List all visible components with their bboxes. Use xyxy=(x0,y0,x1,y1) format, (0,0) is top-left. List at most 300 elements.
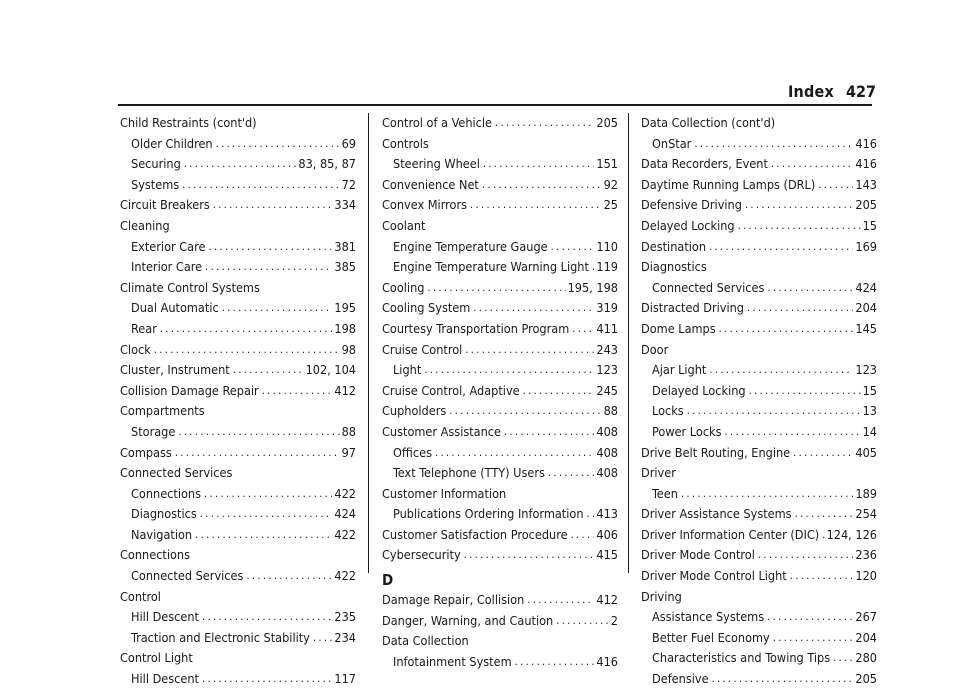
entry-term: Controls xyxy=(382,135,429,151)
entry-term: Assistance Systems xyxy=(652,609,765,625)
entry-term: Infotainment System xyxy=(393,653,512,669)
index-entry xyxy=(382,381,618,402)
dot-leader xyxy=(465,340,594,361)
index-entry xyxy=(641,195,877,216)
entry-term: Diagnostics xyxy=(131,506,197,522)
index-entry xyxy=(382,278,618,299)
entry-term: Systems xyxy=(131,176,180,192)
index-entry xyxy=(382,216,618,237)
dot-leader xyxy=(687,401,861,422)
dot-leader xyxy=(182,175,339,196)
entry-term: Diagnostics xyxy=(641,259,707,275)
entry-term: Steering Wheel xyxy=(393,156,480,172)
entry-page-ref[interactable]: 234 xyxy=(334,629,356,645)
entry-term: Traction and Electronic Stability xyxy=(131,629,310,645)
dot-leader xyxy=(749,381,861,402)
index-entry xyxy=(120,195,356,216)
entry-page-ref[interactable]: 422 xyxy=(334,568,356,584)
dot-leader xyxy=(184,154,297,175)
section-title: Index xyxy=(788,82,834,101)
index-subentry xyxy=(641,360,877,381)
dot-leader xyxy=(738,216,861,237)
entry-term: Danger, Warning, and Caution xyxy=(382,612,554,628)
index-entry xyxy=(641,566,877,587)
index-entry xyxy=(120,648,356,669)
entry-page-ref[interactable]: 422 xyxy=(334,485,356,501)
dot-leader xyxy=(767,607,853,628)
entry-term: Control Light xyxy=(120,650,193,666)
entry-term: Dome Lamps xyxy=(641,320,716,336)
dot-leader xyxy=(694,134,853,155)
entry-term: OnStar xyxy=(652,135,692,151)
entry-term: Cooling System xyxy=(382,300,471,316)
dot-leader xyxy=(204,484,332,505)
index-entry xyxy=(382,545,618,566)
entry-term: Driver xyxy=(641,465,676,481)
dot-leader xyxy=(515,652,595,673)
index-entry xyxy=(641,154,877,175)
entry-term: Door xyxy=(641,341,669,357)
entry-term: Connected Services xyxy=(131,568,244,584)
index-entry xyxy=(382,401,618,422)
dot-leader xyxy=(483,154,595,175)
index-entry xyxy=(120,545,356,566)
entry-term: Driving xyxy=(641,588,682,604)
index-entry xyxy=(382,590,618,611)
index-subentry xyxy=(120,422,356,443)
index-entry xyxy=(120,216,356,237)
entry-term: Engine Temperature Warning Light xyxy=(393,259,589,275)
entry-page-ref[interactable]: 411 xyxy=(596,320,618,336)
index-subentry xyxy=(120,134,356,155)
entry-term: Cooling xyxy=(382,279,425,295)
entry-page-ref[interactable]: 319 xyxy=(596,300,618,316)
index-subentry xyxy=(641,422,877,443)
entry-term: Driver Mode Control Light xyxy=(641,568,787,584)
entry-term: Rear xyxy=(131,320,157,336)
entry-page-ref[interactable]: 205 xyxy=(596,115,618,130)
entry-page-ref[interactable]: 123 xyxy=(596,362,618,378)
index-entry xyxy=(641,319,877,340)
entry-term: Ajar Light xyxy=(652,362,707,378)
entry-page-ref[interactable]: 151 xyxy=(596,156,618,172)
entry-page-ref[interactable]: 408 xyxy=(596,423,618,439)
dot-leader xyxy=(160,319,332,340)
entry-page-ref[interactable]: 2 xyxy=(610,612,618,628)
index-entry xyxy=(120,360,356,381)
index-entry xyxy=(120,381,356,402)
entry-page-ref[interactable]: 408 xyxy=(596,444,618,460)
index-column-1 xyxy=(120,113,356,690)
entry-page-ref[interactable]: 385 xyxy=(334,259,356,275)
dot-leader xyxy=(424,360,594,381)
index-subentry xyxy=(382,443,618,464)
entry-page-ref[interactable]: 412 xyxy=(334,382,356,398)
dot-leader xyxy=(795,504,854,525)
entry-page-ref[interactable]: 424 xyxy=(334,506,356,522)
entry-term: Climate Control Systems xyxy=(120,279,260,295)
dot-leader xyxy=(571,525,595,546)
entry-page-ref[interactable]: 205 xyxy=(855,671,877,687)
index-entry xyxy=(382,113,618,134)
index-subentry xyxy=(382,652,618,673)
entry-page-ref[interactable]: 102, 104 xyxy=(305,362,356,378)
index-subentry xyxy=(120,257,356,278)
entry-term: Interior Care xyxy=(131,259,203,275)
entry-page-ref[interactable]: 412 xyxy=(596,592,618,608)
index-entry xyxy=(641,463,877,484)
index-entry xyxy=(641,443,877,464)
entry-term: Damage Repair, Collision xyxy=(382,592,525,608)
dot-leader xyxy=(233,360,304,381)
entry-term: Securing xyxy=(131,156,181,172)
entry-term: Defensive xyxy=(652,671,709,687)
entry-term: Destination xyxy=(641,238,707,254)
entry-page-ref[interactable]: 97 xyxy=(341,444,356,460)
dot-leader xyxy=(202,669,332,690)
entry-page-ref[interactable]: 123 xyxy=(855,362,877,378)
dot-leader xyxy=(773,628,854,649)
index-entry xyxy=(120,340,356,361)
index-subentry xyxy=(641,484,877,505)
entry-term: Power Locks xyxy=(652,423,722,439)
index-subentry xyxy=(641,607,877,628)
column-divider xyxy=(628,113,629,573)
entry-page-ref[interactable]: 15 xyxy=(862,217,877,233)
dot-leader xyxy=(213,195,333,216)
entry-term: Convenience Net xyxy=(382,176,479,192)
index-subentry xyxy=(382,237,618,258)
entry-term: Cybersecurity xyxy=(382,547,461,563)
index-subentry xyxy=(641,134,877,155)
index-entry xyxy=(120,443,356,464)
entry-page-ref[interactable]: 110 xyxy=(596,238,618,254)
index-entry xyxy=(641,216,877,237)
entry-term: Data Collection (cont'd) xyxy=(641,115,776,130)
entry-term: Characteristics and Towing Tips xyxy=(652,650,831,666)
index-entry xyxy=(382,298,618,319)
index-subentry xyxy=(382,154,618,175)
entry-term: Engine Temperature Gauge xyxy=(393,238,548,254)
entry-term: Compartments xyxy=(120,403,205,419)
dot-leader xyxy=(793,443,853,464)
dot-leader xyxy=(551,237,595,258)
dot-leader xyxy=(216,134,340,155)
dot-leader xyxy=(712,669,854,690)
dot-leader xyxy=(262,381,333,402)
entry-page-ref[interactable]: 92 xyxy=(603,176,618,192)
dot-leader xyxy=(818,175,853,196)
index-subentry xyxy=(641,278,877,299)
entry-term: Connections xyxy=(120,547,191,563)
dot-leader xyxy=(747,298,853,319)
dot-leader xyxy=(427,278,565,299)
entry-page-ref[interactable]: 169 xyxy=(855,238,877,254)
entry-page-ref[interactable]: 415 xyxy=(596,547,618,563)
index-entry xyxy=(641,340,877,361)
index-subentry xyxy=(120,237,356,258)
entry-term: Collision Damage Repair xyxy=(120,382,259,398)
index-entry xyxy=(120,113,356,134)
index-subentry xyxy=(120,607,356,628)
entry-page-ref[interactable]: 189 xyxy=(855,485,877,501)
entry-term: Cupholders xyxy=(382,403,447,419)
dot-leader xyxy=(556,611,609,632)
entry-page-ref[interactable]: 236 xyxy=(855,547,877,563)
dot-leader xyxy=(435,443,594,464)
entry-page-ref[interactable]: 204 xyxy=(855,300,877,316)
index-entry xyxy=(120,401,356,422)
dot-leader xyxy=(548,463,594,484)
entry-term: Delayed Locking xyxy=(652,382,746,398)
entry-term: Coolant xyxy=(382,217,426,233)
entry-term: Customer Assistance xyxy=(382,423,502,439)
dot-leader xyxy=(200,504,333,525)
entry-page-ref[interactable]: 198 xyxy=(334,320,356,336)
dot-leader xyxy=(178,422,339,443)
dot-leader xyxy=(767,278,853,299)
index-entry xyxy=(641,257,877,278)
dot-leader xyxy=(725,422,861,443)
dot-leader xyxy=(709,360,853,381)
index-subentry xyxy=(120,484,356,505)
entry-term: Connected Services xyxy=(652,279,765,295)
entry-term: Dual Automatic xyxy=(131,300,219,316)
entry-term: Circuit Breakers xyxy=(120,197,210,213)
entry-term: Storage xyxy=(131,423,176,439)
entry-page-ref[interactable]: 204 xyxy=(855,629,877,645)
index-column-3 xyxy=(641,113,877,690)
entry-page-ref[interactable]: 14 xyxy=(862,423,877,439)
dot-leader xyxy=(527,590,594,611)
entry-term: Customer Satisfaction Procedure xyxy=(382,526,568,542)
entry-page-ref[interactable]: 416 xyxy=(596,653,618,669)
index-subentry xyxy=(641,648,877,669)
entry-page-ref[interactable]: 416 xyxy=(855,135,877,151)
index-subentry xyxy=(120,669,356,690)
index-entry xyxy=(382,340,618,361)
dot-leader xyxy=(572,319,594,340)
entry-page-ref[interactable]: 25 xyxy=(603,197,618,213)
dot-leader xyxy=(771,154,853,175)
dot-leader xyxy=(464,545,595,566)
index-subentry xyxy=(120,298,356,319)
entry-term: Teen xyxy=(652,485,678,501)
index-subentry xyxy=(120,175,356,196)
entry-term: Connected Services xyxy=(120,465,233,481)
entry-page-ref[interactable]: 334 xyxy=(334,197,356,213)
entry-term: Navigation xyxy=(131,526,193,542)
entry-term: Data Recorders, Event xyxy=(641,156,768,172)
index-letter-heading: D xyxy=(382,571,394,590)
entry-page-ref[interactable]: 408 xyxy=(596,465,618,481)
index-entry xyxy=(641,113,877,134)
index-subentry xyxy=(120,566,356,587)
index-entry xyxy=(382,611,618,632)
dot-leader xyxy=(246,566,332,587)
index-subentry xyxy=(120,525,356,546)
index-entry xyxy=(382,422,618,443)
entry-page-ref[interactable]: 235 xyxy=(334,609,356,625)
entry-term: Publications Ordering Information xyxy=(393,506,584,522)
index-entry xyxy=(641,175,877,196)
entry-page-ref[interactable]: 195 xyxy=(334,300,356,316)
dot-leader xyxy=(313,628,332,649)
entry-page-ref[interactable]: 13 xyxy=(862,403,877,419)
entry-term: Cluster, Instrument xyxy=(120,362,230,378)
page-header xyxy=(0,80,960,108)
column-divider xyxy=(368,113,369,573)
entry-term: Clock xyxy=(120,341,151,357)
entry-term: Offices xyxy=(393,444,432,460)
entry-page-ref[interactable]: 88 xyxy=(341,423,356,439)
entry-term: Hill Descent xyxy=(131,609,199,625)
index-entry xyxy=(382,134,618,155)
page-number: 427 xyxy=(846,82,877,101)
entry-term: Driver Mode Control xyxy=(641,547,755,563)
index-subentry xyxy=(382,360,618,381)
entry-term: Cruise Control, Adaptive xyxy=(382,382,520,398)
entry-page-ref[interactable]: 72 xyxy=(341,176,356,192)
entry-term: Child Restraints (cont'd) xyxy=(120,115,257,130)
index-entry xyxy=(120,463,356,484)
entry-term: Drive Belt Routing, Engine xyxy=(641,444,791,460)
dot-leader xyxy=(175,443,340,464)
index-entry xyxy=(641,237,877,258)
entry-page-ref[interactable]: 267 xyxy=(855,609,877,625)
entry-term: Exterior Care xyxy=(131,238,206,254)
entry-page-ref[interactable]: 120 xyxy=(855,568,877,584)
entry-term: Defensive Driving xyxy=(641,197,742,213)
entry-page-ref[interactable]: 15 xyxy=(862,382,877,398)
index-subentry xyxy=(120,628,356,649)
entry-page-ref[interactable]: 280 xyxy=(855,650,877,666)
entry-page-ref[interactable]: 143 xyxy=(855,176,877,192)
dot-leader xyxy=(523,381,595,402)
entry-page-ref[interactable]: 422 xyxy=(334,526,356,542)
index-subentry xyxy=(120,319,356,340)
entry-page-ref[interactable]: 117 xyxy=(334,671,356,687)
dot-leader xyxy=(745,195,853,216)
entry-term: Cleaning xyxy=(120,217,170,233)
dot-leader xyxy=(758,545,854,566)
entry-term: Compass xyxy=(120,444,172,460)
entry-page-ref[interactable]: 406 xyxy=(596,526,618,542)
index-entry xyxy=(641,298,877,319)
entry-page-ref[interactable]: 83, 85, 87 xyxy=(298,156,356,172)
entry-term: Light xyxy=(393,362,422,378)
entry-term: Convex Mirrors xyxy=(382,197,468,213)
entry-page-ref[interactable]: 405 xyxy=(855,444,877,460)
dot-leader xyxy=(473,298,594,319)
entry-page-ref[interactable]: 245 xyxy=(596,382,618,398)
index-subentry xyxy=(120,154,356,175)
entry-page-ref[interactable]: 88 xyxy=(603,403,618,419)
dot-leader xyxy=(222,298,333,319)
dot-leader xyxy=(495,113,594,134)
entry-term: Delayed Locking xyxy=(641,217,735,233)
entry-page-ref[interactable]: 124, 126 xyxy=(826,526,877,542)
dot-leader xyxy=(587,504,595,525)
dot-leader xyxy=(719,319,854,340)
index-entry xyxy=(382,319,618,340)
index-entry xyxy=(120,278,356,299)
entry-page-ref[interactable]: 119 xyxy=(596,259,618,275)
index-entry xyxy=(120,587,356,608)
dot-leader xyxy=(790,566,854,587)
entry-term: Customer Information xyxy=(382,485,507,501)
index-subentry xyxy=(382,504,618,525)
index-entry xyxy=(382,525,618,546)
dot-leader xyxy=(195,525,332,546)
entry-term: Control xyxy=(120,588,161,604)
entry-page-ref[interactable]: 413 xyxy=(596,506,618,522)
index-entry xyxy=(641,525,877,546)
index-subentry xyxy=(382,463,618,484)
index-entry xyxy=(382,175,618,196)
entry-term: Better Fuel Economy xyxy=(652,629,770,645)
entry-page-ref[interactable]: 254 xyxy=(855,506,877,522)
entry-term: Text Telephone (TTY) Users xyxy=(393,465,545,481)
dot-leader xyxy=(202,607,332,628)
entry-page-ref[interactable]: 98 xyxy=(341,341,356,357)
index-entry xyxy=(382,484,618,505)
entry-page-ref[interactable]: 424 xyxy=(855,279,877,295)
dot-leader xyxy=(208,237,332,258)
dot-leader xyxy=(681,484,853,505)
dot-leader xyxy=(709,237,853,258)
index-entry xyxy=(382,631,618,652)
header-divider xyxy=(118,104,872,106)
entry-page-ref[interactable]: 381 xyxy=(334,238,356,254)
entry-term: Driver Information Center (DIC) xyxy=(641,526,820,542)
entry-page-ref[interactable]: 416 xyxy=(855,156,877,172)
entry-term: Locks xyxy=(652,403,684,419)
entry-term: Older Children xyxy=(131,135,213,151)
index-subentry xyxy=(382,257,618,278)
entry-term: Daytime Running Lamps (DRL) xyxy=(641,176,816,192)
index-subentry xyxy=(641,628,877,649)
entry-term: Hill Descent xyxy=(131,671,199,687)
entry-page-ref[interactable]: 195, 198 xyxy=(567,279,618,295)
entry-page-ref[interactable]: 145 xyxy=(855,320,877,336)
index-subentry xyxy=(641,669,877,690)
entry-term: Courtesy Transportation Program xyxy=(382,320,570,336)
dot-leader xyxy=(504,422,594,443)
dot-leader xyxy=(833,648,853,669)
dot-leader xyxy=(154,340,340,361)
entry-page-ref[interactable]: 69 xyxy=(341,135,356,151)
entry-term: Control of a Vehicle xyxy=(382,115,492,130)
entry-term: Connections xyxy=(131,485,202,501)
dot-leader xyxy=(205,257,332,278)
entry-page-ref[interactable]: 205 xyxy=(855,197,877,213)
index-entry xyxy=(382,195,618,216)
entry-term: Distracted Driving xyxy=(641,300,745,316)
dot-leader xyxy=(482,175,602,196)
entry-term: Driver Assistance Systems xyxy=(641,506,792,522)
index-entry xyxy=(641,545,877,566)
index-entry xyxy=(641,587,877,608)
entry-page-ref[interactable]: 243 xyxy=(596,341,618,357)
entry-term: Cruise Control xyxy=(382,341,463,357)
index-entry xyxy=(641,504,877,525)
dot-leader xyxy=(449,401,601,422)
index-subentry xyxy=(120,504,356,525)
index-subentry xyxy=(641,401,877,422)
dot-leader xyxy=(470,195,602,216)
entry-term: Data Collection xyxy=(382,633,469,649)
